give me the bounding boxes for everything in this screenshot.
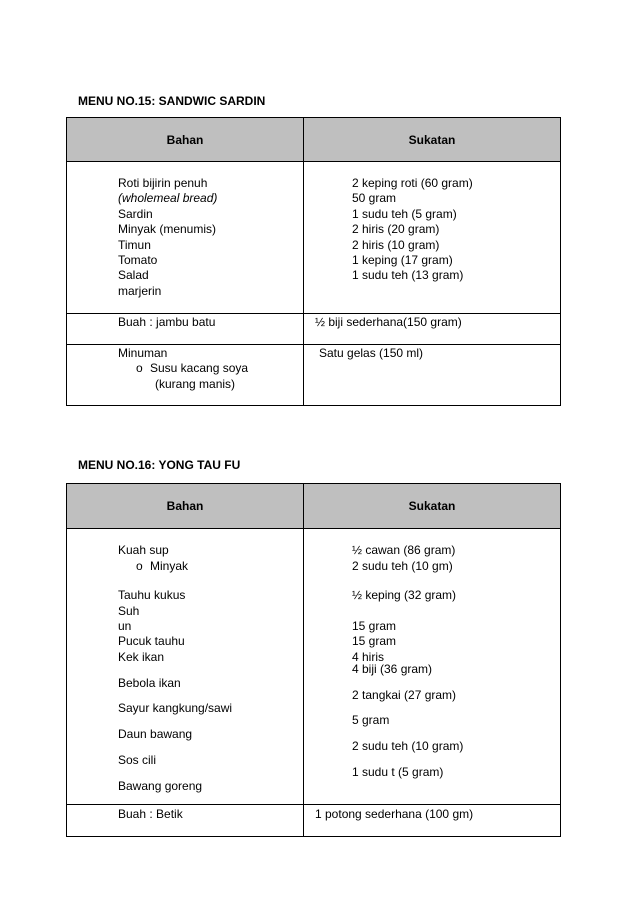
ingredient: Timun [118, 237, 151, 252]
measure: 1 keping (17 gram) [352, 252, 453, 267]
measure: 2 sudu teh (10 gm) [352, 559, 453, 573]
ingredient: un [118, 619, 132, 633]
drink-item: Susu kacang soya [150, 361, 249, 376]
ingredient: Sayur kangkung/sawi [118, 701, 233, 715]
ingredient: Sos cili [118, 753, 157, 767]
measure: 2 keping roti (60 gram) [352, 176, 473, 190]
ingredient: Salad [118, 268, 149, 283]
ingredient: Pucuk tauhu [118, 634, 185, 648]
measure: ½ keping (32 gram) [352, 588, 457, 602]
menu16-table [66, 483, 561, 837]
measure: 1 sudu teh (5 gram) [352, 206, 457, 221]
menu15-ingredients-cell [67, 162, 304, 314]
ingredient: Minyak [150, 559, 189, 573]
measure: 15 gram [352, 634, 397, 648]
menu15-fruit-amount-cell [304, 314, 561, 345]
ingredient: Suh [118, 604, 140, 618]
menu15-fruit-cell [67, 314, 304, 345]
menu16-header-sukatan: Sukatan [304, 484, 561, 529]
measure: 50 gram [352, 191, 397, 206]
ingredient: Kek ikan [118, 650, 165, 664]
measure: 2 tangkai (27 gram) [352, 688, 457, 702]
ingredient: Sardin [118, 206, 153, 221]
measure: 2 hiris (10 gram) [352, 237, 440, 252]
ingredient: Tauhu kukus [118, 588, 186, 602]
fruit-amount: ½ biji sederhana(150 gram) [315, 315, 462, 329]
menu15-drink-cell [67, 345, 304, 406]
measure: 4 biji (36 gram) [352, 662, 433, 676]
menu15-table [66, 117, 561, 406]
measure: 2 hiris (20 gram) [352, 222, 440, 237]
measure: 1 sudu teh (13 gram) [352, 268, 464, 283]
bullet-icon: o [136, 559, 143, 573]
measure: 5 gram [352, 713, 390, 727]
drink-label: Minuman [118, 346, 168, 360]
menu16-header-bahan: Bahan [67, 484, 304, 529]
menu16-fruit-cell [67, 805, 304, 837]
ingredient: marjerin [118, 283, 162, 298]
menu15-drink-amount-cell [304, 345, 561, 406]
ingredient: Daun bawang [118, 727, 193, 741]
ingredient-note: (wholemeal bread) [118, 191, 218, 206]
menu15-title: MENU NO.15: SANDWIC SARDIN [78, 94, 266, 108]
measure: ½ cawan (86 gram) [352, 543, 456, 557]
menu15-header-bahan: Bahan [67, 118, 304, 162]
menu16-title: MENU NO.16: YONG TAU FU [78, 458, 241, 472]
menu15-header-sukatan: Sukatan [304, 118, 561, 162]
bullet-icon: o [136, 361, 143, 376]
ingredient: Bawang goreng [118, 779, 203, 793]
menu16-ingredients-cell [67, 529, 304, 805]
ingredient: Minyak (menumis) [118, 222, 217, 237]
measure: 4 hiris [352, 650, 385, 664]
menu16-fruit-amount-cell [304, 805, 561, 837]
ingredient: Roti bijirin penuh [118, 176, 208, 190]
ingredient: Kuah sup [118, 543, 169, 557]
menu15-measures-cell [304, 162, 561, 314]
fruit-amount: 1 potong sederhana (100 gm) [315, 807, 474, 821]
measure: 1 sudu t (5 gram) [352, 765, 444, 779]
fruit-label: Buah : jambu batu [118, 315, 216, 329]
ingredient: Tomato [118, 252, 158, 267]
fruit-label: Buah : Betik [118, 807, 183, 821]
drink-note: (kurang manis) [155, 376, 236, 391]
menu16-measures-cell [304, 529, 561, 805]
measure: 15 gram [352, 619, 397, 633]
drink-amount: Satu gelas (150 ml) [319, 346, 424, 360]
measure: 2 sudu teh (10 gram) [352, 739, 464, 753]
ingredient: Bebola ikan [118, 676, 181, 690]
